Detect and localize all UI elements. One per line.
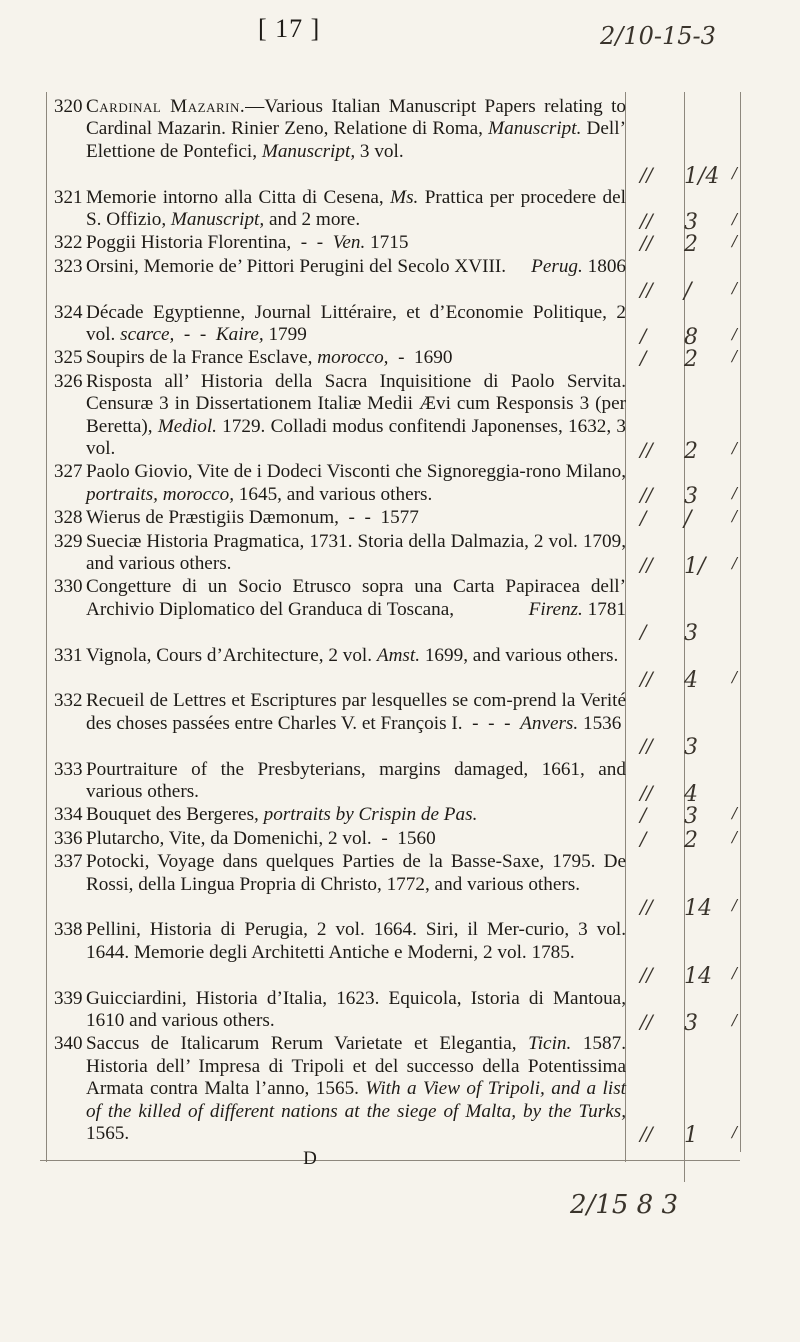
handwritten-mark: / [732,325,738,343]
lot-description: Décade Egyptienne, Journal Littéraire, et d’Economie Politique, 2 vol. scarce, - - Kaire, 1799 [86,301,626,346]
price-mark-row [640,896,790,921]
handwritten-mark: / [732,804,738,822]
lot-entry [54,347,626,369]
lot-entry [54,256,626,301]
handwritten-mark: / [732,279,738,297]
lot-description: Memorie intorno alla Citta di Cesena, Ms. Prattica per procedere del S. Offizio, Manuscript, and 2 more. [86,186,627,230]
lot-description: Plutarcho, Vite, da Domenichi, 2 vol. - 1560 [86,827,436,849]
lot-entry [54,988,626,1033]
handwritten-mark: / [640,325,647,347]
page-number: [ 17 ] [258,14,321,43]
lot-number: 334 [54,804,83,826]
handwritten-mark: 3 [684,621,698,646]
handwritten-mark: / [640,347,647,369]
lot-number: 333 [54,758,83,780]
handwritten-bottom-tally: 2/15 8 3 [570,1190,678,1220]
handwritten-mark: 3 [684,1011,698,1036]
left-margin-rule [46,92,47,1162]
handwritten-mark: / [732,210,738,228]
lot-entry [54,1033,626,1145]
price-mark-row [640,507,790,532]
lot-list [54,96,626,1170]
handwritten-mark: / [732,347,738,365]
lot-description: Orsini, Memorie de’ Pittori Perugini del Secolo XVIII. Perug. 1806 [86,255,626,277]
lot-entry [54,232,626,254]
handwritten-mark: 2 [684,828,698,853]
lot-description: Wierus de Præstigiis Dæmonum, - - 1577 [86,507,419,529]
handwritten-mark: // [640,668,653,690]
handwritten-mark: 3 [684,735,698,760]
handwritten-mark: / [640,828,647,850]
lot-entry [54,804,626,826]
lot-number: 336 [54,827,83,849]
lot-entry [54,690,626,757]
handwritten-mark: // [640,1123,653,1145]
handwritten-mark: / [732,164,738,182]
lot-number: 324 [54,301,83,323]
handwritten-mark: // [640,279,653,301]
handwritten-mark: 1/ [684,554,706,579]
lot-number: 331 [54,644,83,666]
lot-description: Congetture di un Socio Etrusco sopra una Carta Papiracea dell’ Archivio Diplomatico del Granduca di Toscana, Firenz. 1781 [86,576,626,620]
lot-number: 337 [54,851,83,873]
price-mark-row [640,164,790,189]
price-mark-row [640,232,790,257]
handwritten-mark: // [640,735,653,757]
lot-entry [54,371,626,461]
handwritten-mark: / [732,896,738,914]
lot-entry [54,828,626,850]
handwritten-mark: 8 [684,325,698,350]
handwritten-mark: / [640,507,647,529]
handwritten-mark: / [640,804,647,826]
lot-description: Recueil de Lettres et Escriptures par lesquelles se com-prend la Verité des choses passées entre Charles V. et François I. - - - Anvers. 1536 [86,690,626,734]
handwritten-mark: / [732,1011,738,1029]
lot-entry [54,851,626,918]
handwritten-mark: / [732,964,738,982]
handwritten-mark: 3 [684,210,698,235]
lot-description: Pellini, Historia di Perugia, 2 vol. 1664. Siri, il Mer-curio, 3 vol. 1644. Memorie degli Architetti Antiche e Moderni, 2 vol. 1785. [86,919,626,963]
lot-description: Soupirs de la France Esclave, morocco, - 1690 [86,347,453,369]
lot-number: 338 [54,919,83,941]
price-mark-row [640,347,790,372]
handwritten-mark: // [640,484,653,506]
handwritten-mark: // [640,964,653,986]
handwritten-mark: // [640,1011,653,1033]
price-mark-row [640,782,790,807]
handwritten-mark: 2 [684,439,698,464]
handwritten-mark: 3 [684,484,698,509]
handwritten-mark: 4 [684,782,698,807]
handwritten-mark: / [640,621,647,643]
price-mark-row [640,804,790,829]
handwritten-mark: 3 [684,804,698,829]
price-mark-row [640,279,790,304]
price-mark-row [640,554,790,579]
lot-number: 330 [54,576,83,598]
handwritten-mark: / [732,232,738,250]
price-mark-row [640,621,790,646]
price-mark-row [640,668,790,693]
lot-number: 325 [54,347,83,369]
handwritten-mark: 14 [684,896,712,921]
handwritten-mark: 1/4 [684,164,720,189]
lot-description: Paolo Giovio, Vite de i Dodeci Visconti che Signoreggia-rono Milano, portraits, morocco, 1645, and various others. [86,461,627,505]
lot-description: Sueciæ Historia Pragmatica, 1731. Storia della Dalmazia, 2 vol. 1709, and various others. [86,530,626,575]
lot-number: 321 [54,186,83,208]
handwritten-mark: / [684,279,692,304]
handwritten-mark: 2 [684,347,698,372]
lot-description: Bouquet des Bergeres, portraits by Crispin de Pas. [86,804,478,826]
handwritten-mark: // [640,210,653,232]
lot-number: 327 [54,461,83,483]
price-mark-row [640,439,790,464]
lot-entry [54,302,626,347]
handwritten-mark: // [640,554,653,576]
price-mark-row [640,735,790,760]
lot-number: 329 [54,530,83,552]
handwritten-mark: 1 [684,1123,698,1148]
lot-entry [54,919,626,986]
lot-entry [54,759,626,804]
handwritten-mark: // [640,164,653,186]
lot-number: 323 [54,255,83,277]
lot-number: 332 [54,690,83,712]
lot-description: Cardinal Mazarin.—Various Italian Manuscript Papers relating to Cardinal Mazarin. Rinier Zeno, Relatione di Roma, Manuscript. Dell’ Elettione de Pontefici, Manuscript, 3 vol. [86,96,626,162]
lot-entry [54,576,626,643]
handwritten-mark: 2 [684,232,698,257]
handwritten-mark: / [732,554,738,572]
lot-description: Guicciardini, Historia d’Italia, 1623. Equicola, Istoria di Mantoua, 1610 and various others. [86,987,626,1032]
lot-description: Vignola, Cours d’Architecture, 2 vol. Amst. 1699, and various others. [86,644,619,666]
handwritten-mark: / [732,439,738,457]
handwritten-mark: / [732,1123,738,1141]
handwritten-mark: // [640,439,653,461]
handwritten-mark: // [640,896,653,918]
lot-description: Potocki, Voyage dans quelques Parties de la Basse-Saxe, 1795. De Rossi, della Lingua Propria di Christo, 1772, and various others. [86,851,626,895]
lot-description: Pourtraiture of the Presbyterians, margins damaged, 1661, and various others. [86,758,626,803]
price-mark-row [640,828,790,853]
handwritten-mark: / [732,828,738,846]
price-mark-row [640,964,790,989]
price-mark-row [640,210,790,235]
price-mark-row [640,325,790,350]
handwritten-mark: / [684,507,692,532]
price-mark-row [640,1123,790,1148]
handwritten-mark: / [732,484,738,502]
handwritten-mark: / [732,507,738,525]
lot-entry [54,187,626,232]
handwritten-mark: // [640,782,653,804]
lot-description: Risposta all’ Historia della Sacra Inquisitione di Paolo Servita. Censuræ 3 in Dissertationem Italiæ Medii Ævi cum Responsis 3 (per Beretta), Mediol. 1729. Colladi modus confitendi Japonenses, 1632, 3 vol. [86,370,626,460]
lot-number: 322 [54,232,83,254]
lot-number: 340 [54,1033,83,1055]
handwritten-mark: 4 [684,668,698,693]
price-mark-row [640,484,790,509]
lot-description: Saccus de Italicarum Rerum Varietate et Elegantia, Ticin. 1587. Historia dell’ Impresa di Tripoli et del successo della Potentissima Armata contra Malta l’anno, 1565. With a View of Tripoli, and a list of the killed of different nations at the siege of Malta, by the Turks, 1565. [86,1033,626,1145]
lot-number: 328 [54,507,83,529]
signature-mark: D [303,1147,317,1169]
lot-entry [54,531,626,576]
lot-entry [54,461,626,506]
lot-number: 320 [54,96,83,117]
lot-entry [54,645,626,690]
handwritten-top-tally: 2/10-15-3 [600,22,716,50]
lot-entry [54,96,626,186]
lot-description: Poggii Historia Florentina, - - Ven. 1715 [86,232,409,254]
lot-entry [54,507,626,529]
handwritten-mark: 14 [684,964,712,989]
lot-number: 326 [54,370,83,392]
handwritten-mark: // [640,232,653,254]
lot-number: 339 [54,987,83,1009]
price-mark-row [640,1011,790,1036]
handwritten-mark: / [732,668,738,686]
